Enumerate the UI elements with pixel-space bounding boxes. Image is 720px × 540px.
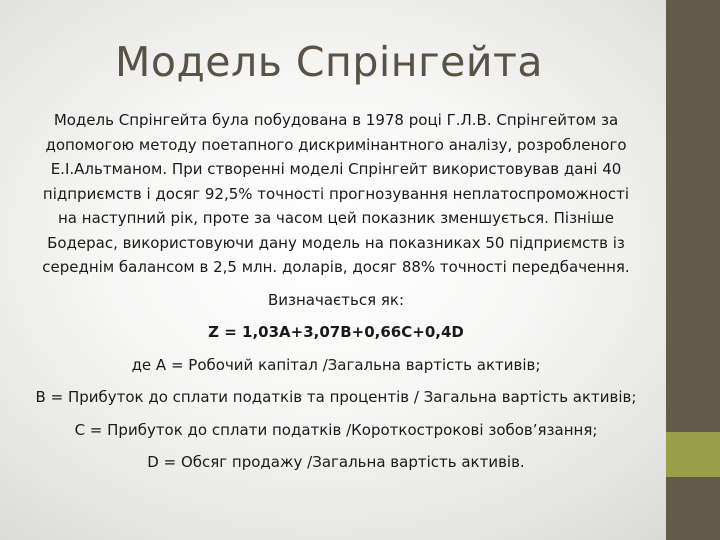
definition-a: де A = Робочий капітал /Загальна вартість активів; [131,355,541,374]
formula: Z = 1,03A+3,07B+0,66C+0,4D [208,323,464,341]
intro-paragraph: Модель Спрінгейта була побудована в 1978 році Г.Л.В. Спрінгейтом за допомогою методу поетапного дискримінантного аналізу, розробленого Е.І.Альтманом. При створенні моделі Спрінгейт використовував дані 40 підприємств і досяг 92,5% точності прогнозування неплатоспроможності на наступний рік, проте за часом цей показник зменшується. Пізніше Бодерас, використовуючи дану модель на показниках 50 підприємств із середнім балансом в 2,5 млн. доларів, досяг 88% точності передбачення. [42,111,630,276]
slide-title: Модель Спрінгейта [115,38,544,86]
slide-content [34,108,638,483]
decorative-sidebar-accent [666,432,720,477]
definition-d: D = Обсяг продажу /Загальна вартість активів. [147,453,525,471]
defined-as-label: Визначається як: [267,290,405,309]
definition-c: C = Прибуток до сплати податків /Короткострокові зобов’язання; [74,420,598,439]
definition-b: B = Прибуток до сплати податків та процентів / Загальна вартість активів; [35,388,637,406]
